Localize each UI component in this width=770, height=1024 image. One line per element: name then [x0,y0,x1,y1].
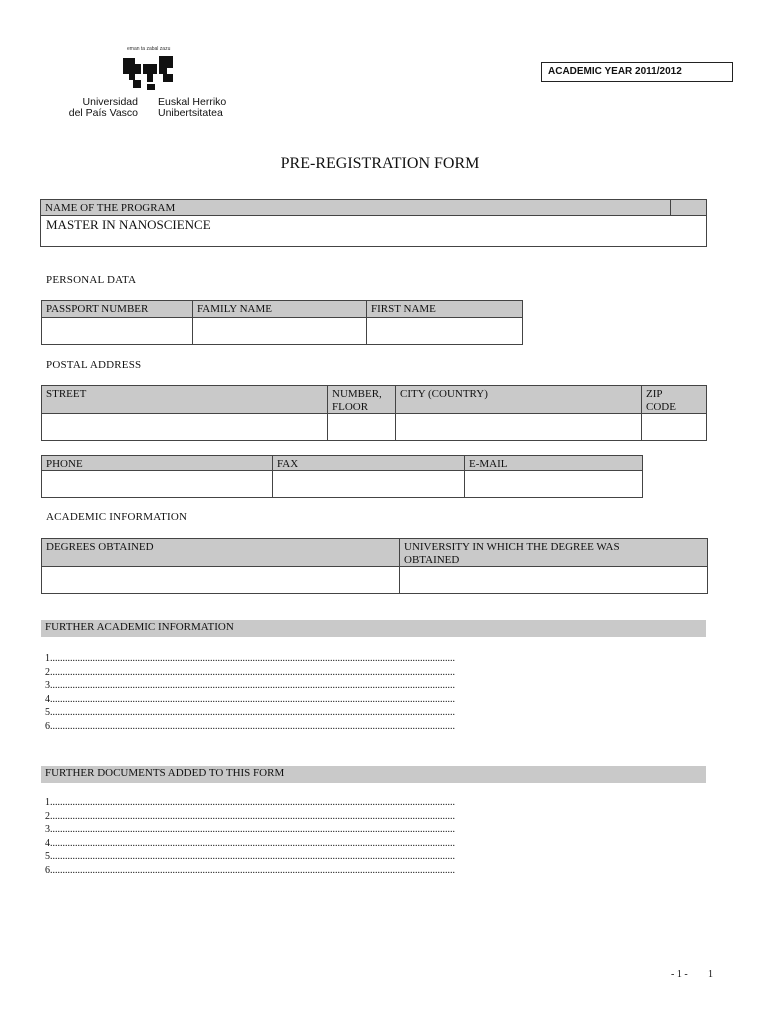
university-field[interactable] [399,566,708,594]
family-name-field[interactable] [192,317,367,345]
phone-label: PHONE [41,455,273,471]
university-label [399,538,708,567]
dotted-line[interactable]: 1.................................................................................................................................................................. [45,653,455,664]
line-number: 6. [45,864,53,876]
zip-label [641,385,707,414]
dotted-line[interactable]: 5.................................................................................................................................................................. [45,707,455,719]
page-number: - 1 - [671,969,688,980]
email-label: E-MAIL [464,455,643,471]
email-field[interactable] [464,470,643,498]
fax-label: FAX [272,455,465,471]
line-number: 6. [45,720,53,732]
personal-data-heading: PERSONAL DATA [46,274,137,286]
number-floor-line: NUMBER, [332,388,382,400]
first-name-field[interactable] [366,317,523,345]
passport-field[interactable] [41,317,193,345]
fax-field[interactable] [272,470,465,498]
city-label: CITY (COUNTRY) [395,385,642,414]
line-number: 5. [45,851,53,863]
further-documents-header: FURTHER DOCUMENTS ADDED TO THIS FORM [41,766,706,783]
line-number: 3. [45,824,53,836]
logo-text-spanish [62,97,138,119]
zip-line: ZIP [646,388,663,400]
dotted-line[interactable]: 6.................................................................................................................................................................. [45,720,455,732]
page-total: 1 [708,969,713,980]
number-floor-field[interactable] [327,413,396,441]
line-number: 1. [45,653,53,664]
page-title: PRE-REGISTRATION FORM [280,155,480,172]
dotted-line[interactable]: 3.................................................................................................................................................................. [45,824,455,836]
program-label: NAME OF THE PROGRAM [40,199,671,216]
dotted-line[interactable]: 2.................................................................................................................................................................. [45,810,455,822]
passport-label: PASSPORT NUMBER [41,300,193,318]
dotted-line[interactable]: 2.................................................................................................................................................................. [45,666,455,678]
line-number: 4. [45,693,53,705]
degrees-label: DEGREES OBTAINED [41,538,400,567]
program-value: MASTER IN NANOSCIENCE [46,217,211,232]
logo-text-line: Unibertsitatea [158,107,223,119]
academic-year-box: ACADEMIC YEAR 2011/2012 [541,62,733,82]
postal-address-heading: POSTAL ADDRESS [46,359,142,371]
further-documents-lines[interactable] [45,796,685,878]
university-logo-icon [121,52,179,92]
further-academic-lines[interactable] [45,652,685,734]
line-number: 2. [45,810,53,822]
academic-info-heading: ACADEMIC INFORMATION [46,511,188,523]
logo-text-line: Universidad [82,96,138,108]
number-floor-line: FLOOR [332,401,369,413]
further-academic-header: FURTHER ACADEMIC INFORMATION [41,620,706,637]
dotted-line[interactable]: 1.................................................................................................................................................................. [45,797,455,808]
phone-field[interactable] [41,470,273,498]
dotted-line[interactable]: 3.................................................................................................................................................................. [45,680,455,692]
university-line: OBTAINED [404,554,460,566]
zip-field[interactable] [641,413,707,441]
family-name-label: FAMILY NAME [192,300,367,318]
dotted-line[interactable]: 5.................................................................................................................................................................. [45,851,455,863]
university-line: UNIVERSITY IN WHICH THE DEGREE WAS [404,541,620,553]
line-number: 5. [45,707,53,719]
line-number: 4. [45,837,53,849]
street-field[interactable] [41,413,328,441]
dotted-line[interactable]: 4.................................................................................................................................................................. [45,837,455,849]
line-number: 3. [45,680,53,692]
logo-text-line: del País Vasco [68,107,138,119]
dotted-line[interactable]: 6.................................................................................................................................................................. [45,864,455,876]
first-name-label: FIRST NAME [366,300,523,318]
street-label: STREET [41,385,328,414]
number-floor-label [327,385,396,414]
line-number: 1. [45,797,53,808]
program-label-end [670,199,707,216]
dotted-line[interactable]: 4.................................................................................................................................................................. [45,693,455,705]
zip-line: CODE [646,401,676,413]
degrees-field[interactable] [41,566,400,594]
city-field[interactable] [395,413,642,441]
program-field[interactable] [40,215,707,247]
logo-text-basque [158,97,226,119]
line-number: 2. [45,666,53,678]
logo-text-line: Euskal Herriko [158,96,227,108]
logo-motto: eman ta zabal zazu [127,46,171,52]
